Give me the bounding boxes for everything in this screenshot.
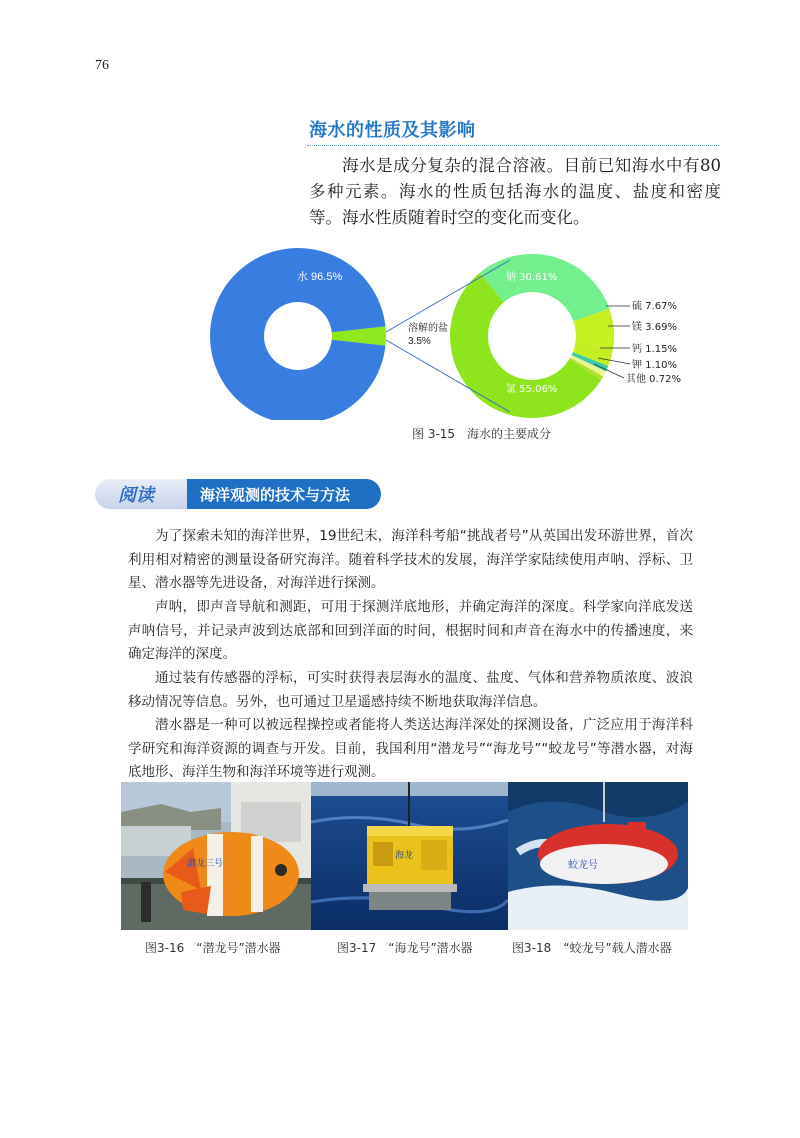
label-chlorine: 氯 55.06% <box>506 384 558 395</box>
label-potassium: 钾 1.10% <box>632 360 677 371</box>
label-salt-name: 溶解的盐 <box>408 323 448 334</box>
reading-paragraph-2: 声呐，即声音导航和测距，可用于探测洋底地形，并确定海洋的深度。科学家向洋底发送声呐信号，并记录声波到达底部和回到洋面的时间，根据时间和声音在海水中的传播速度，来确定海洋的深度。 <box>128 599 693 662</box>
photo-qianlong-submersible <box>121 782 311 930</box>
label-calcium: 钙 1.15% <box>632 344 677 355</box>
jiaolong-hull-text: 蛟龙号 <box>568 860 598 871</box>
seawater-composition-chart <box>210 248 720 420</box>
reading-paragraph-3: 通过装有传感器的浮标，可实时获得表层海水的温度、盐度、气体和营养物质浓度、波浪移动情况等信息。另外，也可通过卫星遥感持续不断地获取海洋信息。 <box>128 670 693 710</box>
page-number: 76 <box>95 58 109 73</box>
reading-title: 海洋观测的技术与方法 <box>200 486 351 504</box>
photo-jiaolong-submersible <box>508 782 688 930</box>
label-sulfur: 硫 7.67% <box>632 301 677 312</box>
label-magnesium: 镁 3.69% <box>632 322 677 333</box>
figure-3-16-caption: 图3-16 “潜龙号”潜水器 <box>145 941 281 955</box>
hailong-hull-text: 海龙 <box>395 851 414 861</box>
label-sodium: 钠 30.61% <box>506 272 558 283</box>
figure-3-18-caption: 图3-18 “蛟龙号”载人潜水器 <box>512 941 672 955</box>
figure-3-17-caption: 图3-17 “海龙号”潜水器 <box>337 941 473 955</box>
figure-3-15-caption: 图 3-15 海水的主要成分 <box>412 427 552 441</box>
label-salt-value: 3.5% <box>408 336 431 347</box>
reading-paragraph-4: 潜水器是一种可以被远程操控或者能将人类送达海洋深处的探测设备，广泛应用于海洋科学研究和海洋资源的调查与开发。目前，我国利用“潜龙号”“海龙号”“蛟龙号”等潜水器，对海底地形、海洋生物和海洋环境等进行观测。 <box>128 717 693 780</box>
slice-sodium <box>480 254 610 321</box>
section-title: 海水的性质及其影响 <box>309 120 476 141</box>
section-divider <box>307 145 719 146</box>
label-other: 其他 0.72% <box>626 374 681 385</box>
reading-paragraph-1: 为了探索未知的海洋世界，19世纪末，海洋科考船“挑战者号”从英国出发环游世界，首次利用相对精密的测量设备研究海洋。随着科学技术的发展，海洋学家陆续使用声呐、浮标、卫星、潜水器等先进设备，对海洋进行探测。 <box>128 528 693 591</box>
photo-hailong-submersible <box>311 782 508 930</box>
section-intro: 海水是成分复杂的混合溶液。目前已知海水中有80多种元素。海水的性质包括海水的温度、盐度和密度等。海水性质随着时空的变化而变化。 <box>309 156 721 227</box>
qianlong-hull-text: 潜龙三号 <box>187 859 224 869</box>
label-water: 水 96.5% <box>297 271 343 283</box>
reading-tag: 阅读 <box>118 485 154 506</box>
